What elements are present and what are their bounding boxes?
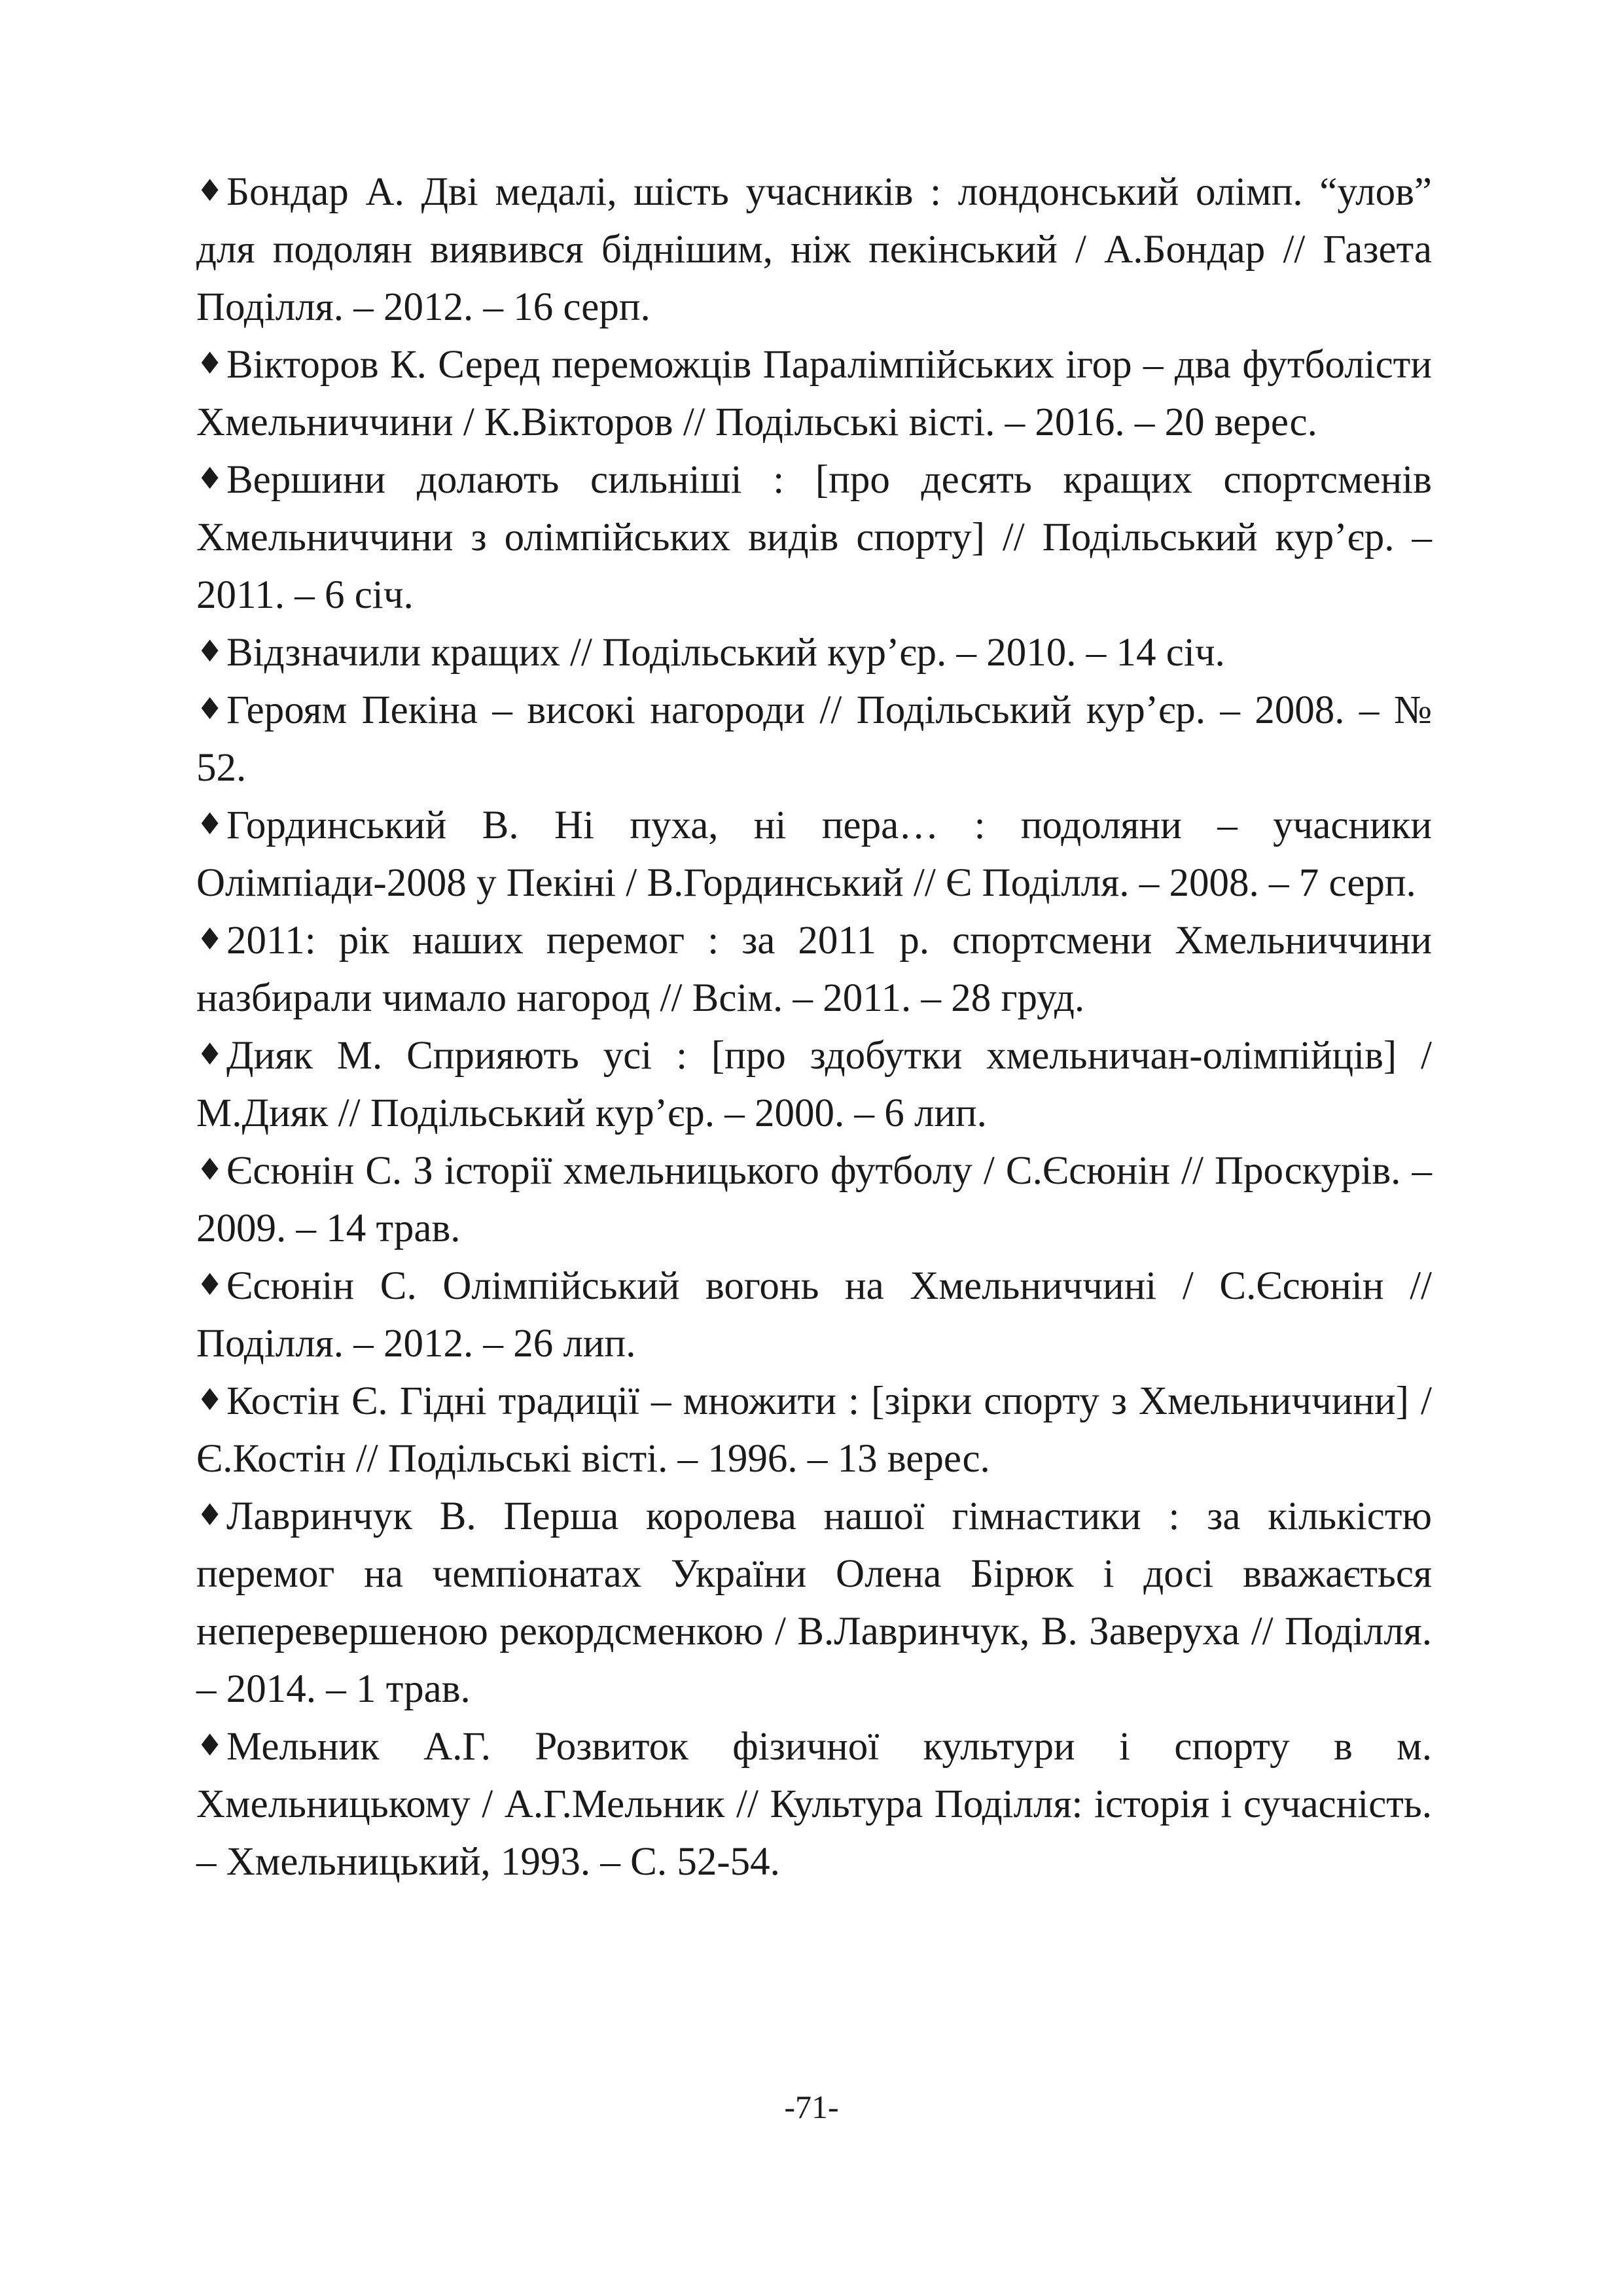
bibliography-entry (196, 451, 1432, 624)
page-number: -71- (784, 2089, 839, 2125)
entry-text: Лавринчук В. Перша королева нашої гімнастики : за кількістю перемог на чемпіонатах України Олена Бірюк і досі вважається неперевершеною рекордсменкою / В.Лавринчук, В. Заверуха // Поділля. – 2014. – 1 трав. (196, 1494, 1432, 1711)
diamond-bullet-icon: ♦ (196, 1727, 224, 1763)
bibliography-entry (196, 682, 1432, 797)
bibliography-entry (196, 164, 1432, 336)
diamond-bullet-icon: ♦ (196, 1152, 224, 1187)
diamond-bullet-icon: ♦ (196, 1497, 224, 1532)
entry-text: Вікторов К. Серед переможців Паралімпійських ігор – два футболісти Хмельниччини / К.Вікторов // Подільські вісті. – 2016. – 20 верес. (196, 343, 1432, 444)
bibliography-entry (196, 624, 1432, 682)
entry-text: Мельник А.Г. Розвиток фізичної культури і спорту в м. Хмельницькому / А.Г.Мельник // Культура Поділля: історія і сучасність. – Хмельницький, 1993. – С. 52-54. (196, 1725, 1432, 1884)
bibliography-entry (196, 1373, 1432, 1488)
entry-text: Дияк М. Сприяють усі : [про здобутки хмельничан-олімпійців] / М.Дияк // Подільський кур’єр. – 2000. – 6 лип. (196, 1034, 1432, 1135)
entry-text: Вершини долають сильніші : [про десять кращих спортсменів Хмельниччини з олімпійських видів спорту] // Подільський кур’єр. – 2011. – 6 січ. (196, 458, 1432, 617)
diamond-bullet-icon: ♦ (196, 345, 224, 381)
entry-text: Костін Є. Гідні традиції – множити : [зірки спорту з Хмельниччини] / Є.Костін // Подільські вісті. – 1996. – 13 верес. (196, 1379, 1432, 1481)
bibliography-entry (196, 1718, 1432, 1891)
bibliography-entry (196, 797, 1432, 912)
entry-text: Єсюнін С. З історії хмельницького футболу / С.Єсюнін // Проскурів. – 2009. – 14 трав. (196, 1149, 1432, 1250)
bibliography-entry (196, 1488, 1432, 1718)
bibliography-entry (196, 1258, 1432, 1373)
diamond-bullet-icon: ♦ (196, 921, 224, 957)
diamond-bullet-icon: ♦ (196, 691, 224, 726)
diamond-bullet-icon: ♦ (196, 806, 224, 841)
diamond-bullet-icon: ♦ (196, 633, 224, 669)
diamond-bullet-icon: ♦ (196, 173, 224, 208)
entry-text: Гординський В. Ні пуха, ні пера… : подоляни – учасники Олімпіади-2008 у Пекіні / В.Гординський // Є Поділля. – 2008. – 7 серп. (196, 804, 1432, 905)
entry-text: Відзначили кращих // Подільський кур’єр. – 2010. – 14 січ. (226, 631, 1225, 675)
entry-text: 2011: рік наших перемог : за 2011 р. спортсмени Хмельниччини назбирали чимало нагород // Всім. – 2011. – 28 груд. (196, 919, 1432, 1020)
bibliography-entry (196, 912, 1432, 1027)
entry-text: Бондар А. Дві медалі, шість учасників : лондонський олімп. “улов” для подолян виявився біднішим, ніж пекінський / А.Бондар // Газета Поділля. – 2012. – 16 серп. (196, 170, 1432, 329)
bibliography-page (196, 164, 1432, 2166)
bibliography-entry (196, 336, 1432, 451)
entry-text: Єсюнін С. Олімпійський вогонь на Хмельниччині / С.Єсюнін // Поділля. – 2012. – 26 лип. (196, 1264, 1432, 1366)
diamond-bullet-icon: ♦ (196, 461, 224, 496)
diamond-bullet-icon: ♦ (196, 1382, 224, 1417)
entry-text: Героям Пекіна – високі нагороди // Подільський кур’єр. – 2008. – № 52. (196, 688, 1432, 790)
diamond-bullet-icon: ♦ (196, 1036, 224, 1072)
bibliography-entry (196, 1142, 1432, 1258)
diamond-bullet-icon: ♦ (196, 1267, 224, 1302)
bibliography-entry (196, 1027, 1432, 1142)
